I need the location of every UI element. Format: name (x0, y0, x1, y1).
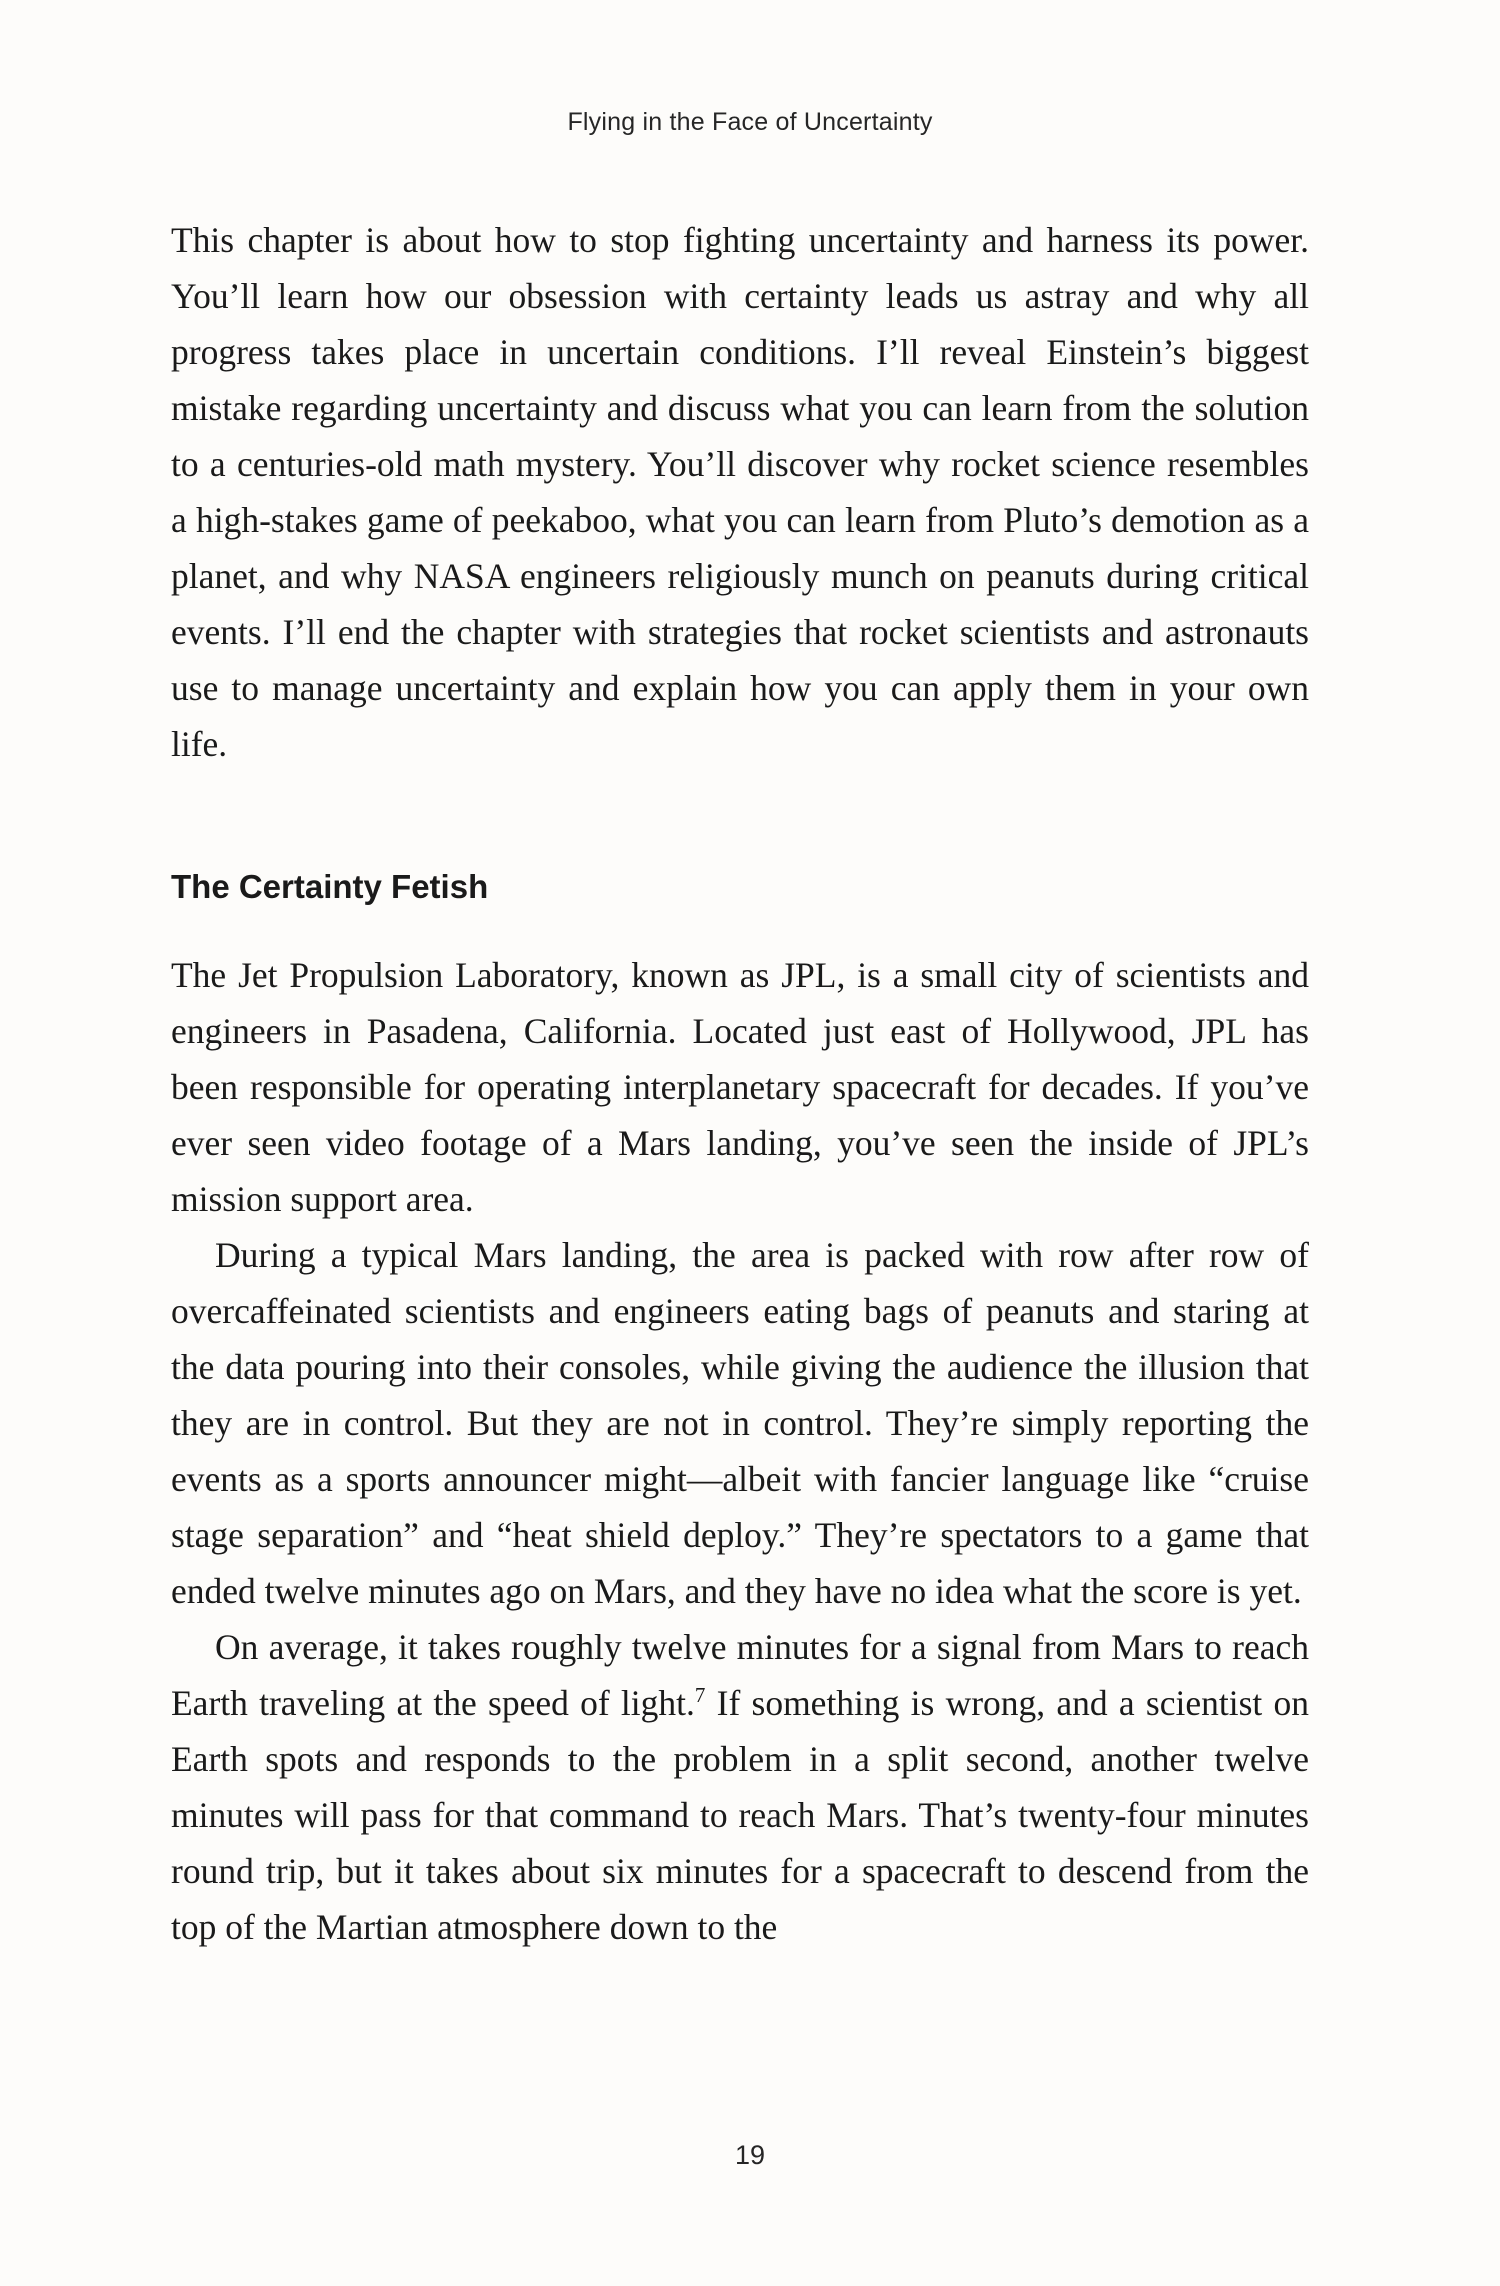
section-heading: The Certainty Fetish (171, 868, 489, 905)
body-paragraph-signal-delay (171, 1619, 1309, 1955)
signal-delay-text-start: On average, it takes roughly twelve minutes for a signal from Mars to reach Earth traveling at the speed of light. (171, 1627, 1309, 1723)
intro-paragraph: This chapter is about how to stop fighting uncertainty and harness its power. You’ll learn how our obsession with certainty leads us astray and why all progress takes place in uncertain conditions. I’ll reveal Einstein’s biggest mistake regarding uncertainty and discuss what you can learn from the solution to a centuries-old math mystery. You’ll discover why rocket science resembles a high-stakes game of peekaboo, what you can learn from Pluto’s demotion as a planet, and why NASA engineers religiously munch on peanuts during critical events. I’ll end the chapter with strategies that rocket scientists and astronauts use to manage uncertainty and explain how you can apply them in your own life. (171, 220, 1309, 764)
body-paragraph-jpl: The Jet Propulsion Laboratory, known as JPL, is a small city of scientists and engineers in Pasadena, California. Located just east of Hollywood, JPL has been responsible for operating interplanetary spacecraft for decades. If you’ve ever seen video footage of a Mars landing, you’ve seen the inside of JPL’s mission support area. (171, 955, 1309, 1219)
body-paragraph-mars-landing: During a typical Mars landing, the area is packed with row after row of overcaffeinated scientists and engineers eating bags of peanuts and staring at the data pouring into their consoles, while giving the audience the illusion that they are in control. But they are not in control. They’re simply reporting the events as a sports announcer might—albeit with fancier language like “cruise stage separation” and “heat shield deploy.” They’re spectators to a game that ended twelve minutes ago on Mars, and they have no idea what the score is yet. (171, 1235, 1309, 1611)
running-head: Flying in the Face of Uncertainty (567, 108, 933, 136)
signal-delay-text-end: If something is wrong, and a scientist on Earth spots and responds to the problem in a split second, another twelve minutes will pass for that command to reach Mars. That’s twenty-four minutes round trip, but it takes about six minutes for a spacecraft to descend from the top of the Martian atmosphere down to the (171, 1683, 1309, 1947)
intro-section (171, 212, 1309, 772)
footnote-marker[interactable]: 7 (694, 1683, 706, 1708)
section-body (171, 947, 1309, 1955)
page-number: 19 (734, 2140, 766, 2170)
